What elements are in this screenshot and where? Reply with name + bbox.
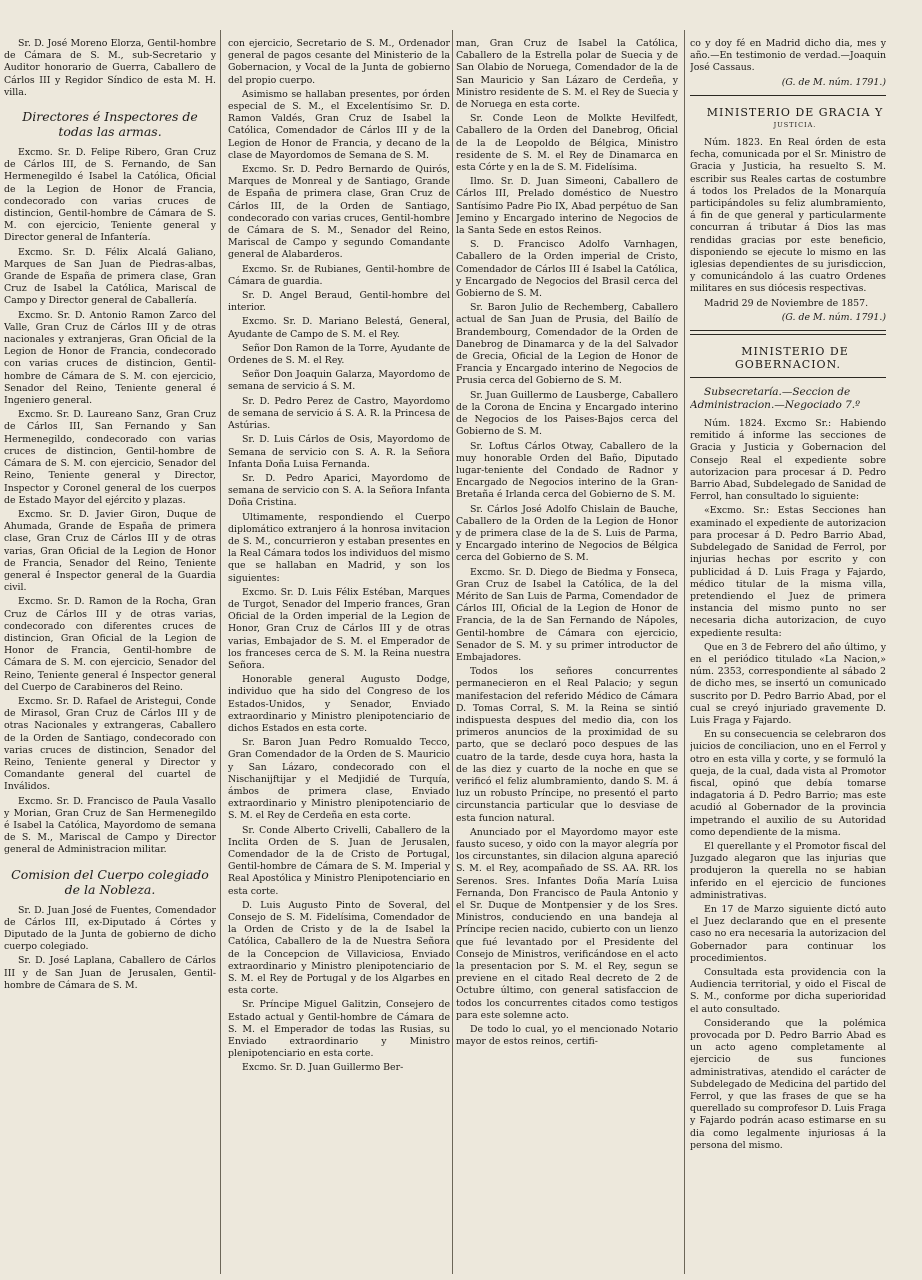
paragraph: Sr. Príncipe Miguel Galitzin, Consejero de Estado actual y Gentil-hombre de Cámara de S. M. el Emperador de todas las Rusias, su Enviado extraordinario y Ministro plenipotenciario en esta corte.	[228, 999, 450, 1060]
divider	[690, 377, 886, 378]
paragraph: Excmo. Sr. D. Rafael de Aristegui, Conde de Mirasol, Gran Cruz de Cárlos III y de otras Nacionales y extrangeras, Caballero de la Orden de Santiago, condecorado con varias cruces de distincion, Senador del Reino, Teniente general y Director y Comandante general del cuartel de Inválidos.	[4, 695, 216, 793]
paragraph: Excmo. Sr. de Rubianes, Gentil-hombre de Cámara de guardia.	[228, 263, 450, 287]
column-3	[456, 38, 678, 1050]
ministry-subheading: JUSTICIA.	[773, 120, 817, 129]
paragraph: Honorable general Augusto Dodge, individuo que ha sido del Congreso de los Estados-Unidos, y Senador, Enviado extraordinario y Ministro plenipotenciario de dichos Estados en esta corte.	[228, 674, 450, 734]
divider	[690, 330, 886, 335]
section-heading-directores: Directores é Inspectores de todas las armas.	[22, 109, 198, 140]
paragraph: Excmo. Sr. D. Francisco de Paula Vasallo y Morian, Gran Cruz de San Hermenegildo é Isabel la Católica, Mayordomo de semana de S. M., Mariscal de Campo y Director general de Administracion militar.	[4, 795, 216, 856]
paragraph: Excmo. Sr. D. Félix Alcalá Galiano, Marques de San Juan de Piedras-albas, Grande de España de primera clase, Gran Cruz de Isabel la Católica, Mariscal de Campo y Director general de Caballería.	[4, 246, 216, 307]
paragraph: con ejercicio, Secretario de S. M., Ordenador general de pagos cesante del Ministerio de la Gobernacion, y Vocal de la Junta de gobierno del propio cuerpo.	[228, 38, 450, 86]
paragraph: Sr. D. Juan José de Fuentes, Comendador de Cárlos III, ex-Diputado á Córtes y Diputado de la Junta de gobierno de dicho cuerpo colegiado.	[4, 904, 216, 953]
paragraph: Sr. D. Pedro Aparici, Mayordomo de semana de servicio con S. A. la Señora Infanta Doña Cristina.	[228, 472, 450, 509]
paragraph: Sr. Conde Leon de Molkte Hevilfedt, Caballero de la Orden del Danebrog, Oficial de la de Leopoldo de Bélgica, Ministro residente de S. M. el Rey de Dinamarca en esta Córte y en la de S. M. Fidelísima.	[456, 113, 678, 174]
paragraph: Asimismo se hallaban presentes, por órden especial de S. M., el Excelentísimo Sr. D. Ramon Valdés, Gran Cruz de Isabel la Católica, Comendador de Cárlos III y de la Legion de Honor de Francia, y decano de la clase de Mayordomos de Semana de S. M.	[228, 88, 450, 161]
paragraph: D. Luis Augusto Pinto de Soveral, del Consejo de S. M. Fidelísima, Comendador de la Orden de Cristo y de la de Isabel la Católica, Caballero de la de Nuestra Señora de la Concepcion de Villaviciosa, Enviado extraordinario y Ministro plenipotenciario de S. M. el Rey de Portugal y de los Algarbes en esta corte.	[228, 899, 450, 997]
paragraph: Sr. D. Pedro Perez de Castro, Mayordomo de semana de servicio á S. A. R. la Princesa de Astúrias.	[228, 395, 450, 432]
paragraph: En su consecuencia se celebraron dos juicios de conciliacion, uno en el Ferrol y otro en esta villa y corte, y se formuló la queja, de la cual, dada vista al Promotor fiscal, opinó que debía tomarse indagatoria á D. Pedro Barrio; mas este acudió al Gobernador de la provincia impetrando el auxilio de su Autoridad como dependiente de la misma.	[690, 729, 886, 838]
paragraph: co y doy fé en Madrid dicho dia, mes y año.—En testimonio de verdad.—Joaquin José Cassaus.	[690, 38, 886, 74]
column-1	[4, 38, 216, 994]
paragraph: Excmo. Sr. D. Laureano Sanz, Gran Cruz de Cárlos III, San Fernando y San Hermenegildo, condecorado con varias cruces de distincion, Gentil-hombre de Cámara de S. M. con ejercicio, Senador del Reino, Teniente general y Director, Inspector y Coronel general de los cuerpos de Estado Mayor del ejército y plazas.	[4, 409, 216, 506]
paragraph: Sr. D. Angel Beraud, Gentil-hombre del interior.	[228, 290, 450, 314]
column-rule	[452, 30, 453, 1274]
date-line: Madrid 29 de Noviembre de 1857.	[704, 297, 869, 309]
paragraph: Sr. Baron Julio de Rechemberg, Caballero actual de San Juan de Prusia, del Bailío de Brandembourg, Comendador de la Orden de Danebrog de Dinamarca y de la del Salvador de Grecia, Oficial de la Legion de Honor de Francia y Encargado interino de Negocios de Prusia cerca del Gobierno de S. M.	[456, 302, 678, 387]
column-rule	[684, 30, 685, 1274]
paragraph: En 17 de Marzo siguiente dictó auto el Juez declarando que en el presente caso no era necesaria la autorizacion del Gobernador para continuar los procedimientos.	[690, 903, 886, 964]
paragraph: Excmo. Sr. D. Mariano Belestá, General, Ayudante de Campo de S. M. el Rey.	[228, 316, 450, 340]
paragraph: Sr. D. Luis Cárlos de Osis, Mayordomo de Semana de servicio con S. A. R. la Señora Infanta Doña Luisa Fernanda.	[228, 434, 450, 470]
paragraph: Consultada esta providencia con la Audiencia territorial, y oido el Fiscal de S. M., conforme por dicha superioridad el auto consultado.	[690, 967, 886, 1015]
ministry-heading-gracia: MINISTERIO DE GRACIA Y	[706, 105, 884, 119]
paragraph: Todos los señores concurrentes permanecieron en el Real Palacio; y segun manifestacion del referido Médico de Cámara D. Tomas Corral, S. M. la Reina se sintió indispuesta despues del medio dia, con los primeros anuncios de la proximidad de su parto, que se declaró poco despues de las cuatro de la tarde, desde cuya hora, hasta la de las diez y cuarto de la noche en que se verificó el feliz alumbramiento, dando S. M. á luz un robusto Príncipe, no presentó el parto circunstancia particular que lo desviase de esta funcion natural.	[456, 666, 678, 824]
paragraph: Excmo. Sr. D. Juan Guillermo Ber-	[242, 1062, 404, 1074]
paragraph: Excmo. Sr. D. Pedro Bernardo de Quirós, Marques de Monreal y de Santiago, Grande de España de primera clase, Gran Cruz de Cárlos III, de la Orden de Santiago, condecorado con varias cruces, Gentil-hombre de Cámara de S. M., Senador del Reino, Mariscal de Campo y segundo Comandante general de Alabarderos.	[228, 164, 450, 261]
paragraph: Sr. D. José Moreno Elorza, Gentil-hombre de Cámara de S. M., sub-Secretario y Auditor honorario de Guerra, Caballero de Cárlos III y Regidor Síndico de esta M. H. villa.	[4, 38, 216, 98]
paragraph: Ilmo. Sr. D. Juan Simeoni, Caballero de Cárlos III, Prelado doméstico de Nuestro Santísimo Padre Pio IX, Abad perpétuo de San Jemino y Encargado interino de Negocios de la Santa Sede en estos Reinos.	[456, 176, 678, 237]
paragraph: Excmo. Sr. D. Luis Félix Estéban, Marques de Turgot, Senador del Imperio frances, Gran Oficial de la Orden imperial de la Legion de Honor, Gran Cruz de Cárlos III y de otras varias, Embajador de S. M. el Emperador de los franceses cerca de S. M. la Reina nuestra Señora.	[228, 586, 450, 671]
reference-note: (G. de M. núm. 1791.)	[781, 311, 886, 323]
paragraph: Sr. Conde Alberto Crivelli, Caballero de la Inclita Orden de S. Juan de Jerusalen, Comendador de la de Cristo de Portugal, Gentil-hombre de Cámara de S. M. Imperial y Real Apostólica y Ministro Plenipotenciario en esta corte.	[228, 824, 450, 897]
paragraph: Anunciado por el Mayordomo mayor este fausto suceso, y oido con la mayor alegría por los circunstantes, sin dilacion alguna apareció S. M. el Rey, acompañado de SS. AA. RR. los Serenos. Sres. Infantes Doña María Luisa Fernanda, Don Francisco de Paula Antonio y el Sr. Duque de Montpensier y de los Sres. Ministros, conduciendo en una bandeja al Príncipe recien nacido, cubierto con un lienzo que fué levantado por el Presidente del Consejo de Ministros, verificándose en el acto la presentacion por S. M. el Rey, segun se previene en el citado Real decreto de 2 de Octubre último, con general satisfaccion de todos los concurrentes citados como testigos para este solemne acto.	[456, 826, 678, 1021]
paragraph: Señor Don Joaquin Galarza, Mayordomo de semana de servicio á S. M.	[228, 369, 450, 393]
column-4	[690, 38, 886, 1154]
paragraph: S. D. Francisco Adolfo Varnhagen, Caballero de la Orden imperial de Cristo, Comendador de Cárlos III é Isabel la Católica, y Encargado de Negocios del Brasil cerca del Gobierno de S. M.	[456, 239, 678, 300]
ministry-heading-gobernacion: MINISTERIO DE GOBERNACION.	[735, 345, 849, 372]
paragraph: Sr. Loftus Cárlos Otway, Caballero de la muy honorable Orden del Baño, Diputado lugar-teniente del Condado de Radnor y Encargado de Negocios interino de la Gran-Bretaña é Irlanda cerca del Gobierno de S. M.	[456, 440, 678, 501]
paragraph: Sr. Juan Guillermo de Lausberge, Caballero de la Corona de Encina y Encargado interino de Negocios de los Paises-Bajos cerca del Gobierno de S. M.	[456, 389, 678, 438]
subsection-heading: Subsecretaría.—Seccion de Administracion.—Negociado 7.º	[690, 386, 861, 412]
paragraph: Núm. 1823. En Real órden de esta fecha, comunicada por el Sr. Ministro de Gracia y Justicia, ha resuelto S. M. escribir sus Reales cartas de costumbre á todos los Prelados de la Monarquía participándoles su feliz alumbramiento, á fin de que general y particularmente concurran á tributar á Dios las mas rendidas gracias por este beneficio, disponiendo se ejecute lo mismo en las iglesias dependientes de su jurisdiccion, y comunicándolo á las cuatro Ordenes militares en sus diócesis respectivas.	[690, 137, 886, 295]
reference-note: (G. de M. núm. 1791.)	[781, 76, 886, 88]
paragraph: Excmo. Sr. D. Diego de Biedma y Fonseca, Gran Cruz de Isabel la Católica, de la del Mérito de San Luis de Parma, Comendador de Cárlos III, Oficial de la Legion de Honor de Francia, de la de San Fernando de Nápoles, Gentil-hombre de Cámara con ejercicio, Senador de S. M. y su primer introductor de Embajadores.	[456, 566, 678, 663]
section-heading-nobleza: Comision del Cuerpo colegiado de la Nobleza.	[11, 866, 209, 897]
divider	[690, 95, 886, 96]
paragraph: Sr. Cárlos José Adolfo Chislain de Bauche, Caballero de la Orden de la Legion de Honor y de primera clase de la de S. Luis de Parma, y Encargado interino de Negocios de Bélgica cerca del Gobierno de S. M.	[456, 503, 678, 564]
paragraph: El querellante y el Promotor fiscal del Juzgado alegaron que las injurias que produjeron la querella no se habian inferido en el ejercicio de funciones administrativas.	[690, 840, 886, 901]
column-2	[228, 38, 450, 1077]
paragraph: Núm. 1824. Excmo Sr.: Habiendo remitido á informe las secciones de Gracia y Justicia y Gobernacion del Consejo Real el expediente sobre autorizacion para procesar á D. Pedro Barrio Abad, Subdelegado de Sanidad de Ferrol, han consultado lo siguiente:	[690, 418, 886, 503]
paragraph: Excmo. Sr. D. Felipe Ribero, Gran Cruz de Cárlos III, de S. Fernando, de San Hermenegildo é Isabel la Católica, Oficial de la Legion de Honor de Francia, condecorado con varias cruces de distincion, Gentil-hombre de Cámara de S. M. con ejercicio, Teniente general y Director general de Infantería.	[4, 147, 216, 244]
paragraph: Excmo. Sr. D. Antonio Ramon Zarco del Valle, Gran Cruz de Cárlos III y de otras nacionales y extranjeras, Gran Oficial de la Legion de Honor de Francia, condecorado con varias cruces de distincion, Gentil-hombre de Cámara de S. M. con ejercicio, Senador del Reino, Teniente general é Ingeniero general.	[4, 309, 216, 407]
paragraph: «Excmo. Sr.: Estas Secciones han examinado el expediente de autorizacion para procesar á D. Pedro Barrio Abad, Subdelegado de Sanidad de Ferrol, por injurias hechas por escrito y con publicidad á D. Luis Fraga y Fajardo, médico titular de la misma villa, pretendiendo el Juez de primera instancia del mismo punto no ser necesaria dicha autorizacion, de cuyo expediente resulta:	[690, 505, 886, 639]
paragraph: Ultimamente, respondiendo el Cuerpo diplomático extranjero á la honrosa invitacion de S. M., concurrieron y estaban presentes en la Real Cámara todos los individuos del mismo que se hallaban en Madrid, y son los siguientes:	[228, 511, 450, 584]
paragraph: Excmo. Sr. D. Javier Giron, Duque de Ahumada, Grande de España de primera clase, Gran Cruz de Cárlos III y de otras varias, Gran Oficial de la Legion de Honor de Francia, Senador del Reino, Teniente general é Inspector general de la Guardia civil.	[4, 508, 216, 594]
paragraph: Sr. D. José Laplana, Caballero de Cárlos III y de San Juan de Jerusalen, Gentil-hombre de Cámara de S. M.	[4, 955, 216, 991]
paragraph: Que en 3 de Febrero del año último, y en el periódico titulado «La Nacion,» núm. 2353, correspondiente al sábado 2 de dicho mes, se insertó un comunicado suscrito por D. Pedro Barrio Abad, por el cual se creyó injuriado gravemente D. Luis Fraga y Fajardo.	[690, 641, 886, 726]
paragraph: man, Gran Cruz de Isabel la Católica, Caballero de la Estrella polar de Suecia y de San Olabio de Noruega, Comendador de la de San Mauricio y San Lázaro de Cerdeña, y Ministro residente de S. M. el Rey de Suecia y de Noruega en esta corte.	[456, 38, 678, 111]
column-rule	[220, 30, 221, 1274]
paragraph: Señor Don Ramon de la Torre, Ayudante de Ordenes de S. M. el Rey.	[228, 342, 450, 367]
paragraph: Excmo. Sr. D. Ramon de la Rocha, Gran Cruz de Cárlos III y de otras varias, condecorado con diferentes cruces de distincion, Gran Oficial de la Legion de Honor de Francia, Gentil-hombre de Cámara de S. M. con ejercicio, Senador del Reino, Teniente general é Inspector general del Cuerpo de Carabineros del Reino.	[4, 596, 216, 693]
paragraph: Sr. Baron Juan Pedro Romualdo Tecco, Gran Comendador de la Orden de S. Mauricio y San Lázaro, condecorado con el Nischanijftijar y el Medjidié de Turquía, ámbos de primera clase, Enviado extraordinario y Ministro plenipotenciario de S. M. el Rey de Cerdeña en esta corte.	[228, 737, 450, 822]
paragraph: De todo lo cual, yo el mencionado Notario mayor de estos reinos, certifi-	[456, 1024, 678, 1048]
paragraph: Considerando que la polémica provocada por D. Pedro Barrio Abad es un acto ageno completamente al ejercicio de sus funciones administrativas, atendido el carácter de Subdelegado de Medicina del partido del Ferrol, y que las frases de que se ha querellado su comprofesor D. Luis Fraga y Fajardo podrán acaso estimarse en su dia como legalmente injuriosas á la persona del mismo.	[690, 1017, 886, 1151]
